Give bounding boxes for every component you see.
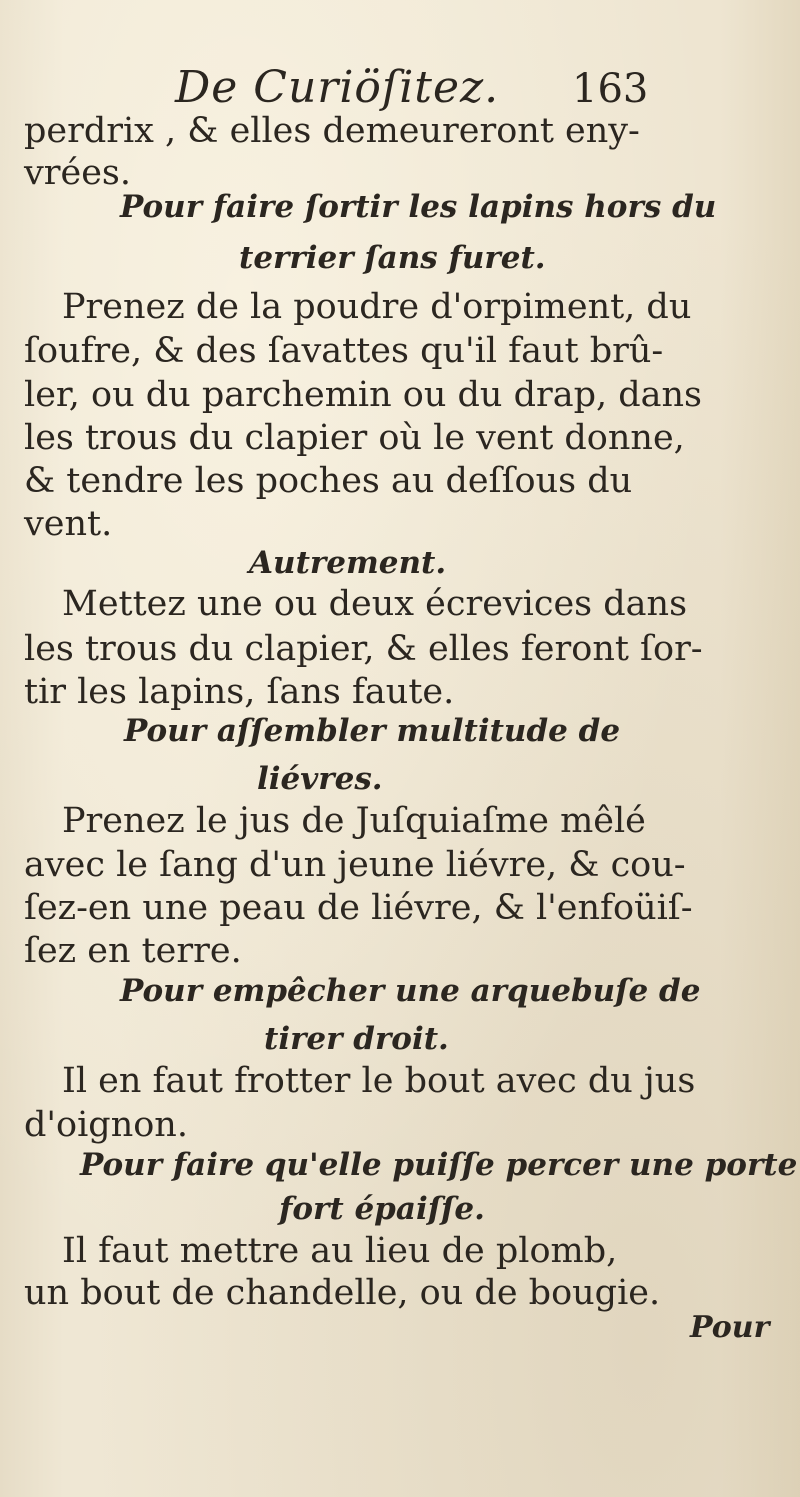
- text-line: Prenez le jus de Juſquiaſme mêlé: [62, 801, 646, 841]
- text-line: les trous du clapier, & elles feront ſor-: [24, 629, 703, 669]
- text-line: ſez-en une peau de liévre, & l'enfoüiſ-: [24, 888, 693, 928]
- text-line: Il faut mettre au lieu de plomb,: [62, 1231, 618, 1271]
- section-heading: Pour faire qu'elle puiſſe percer une porte: [80, 1147, 798, 1183]
- text-line: ſez en terre.: [24, 931, 242, 971]
- text-line: tir les lapins, ſans faute.: [24, 672, 455, 712]
- text-line: Prenez de la poudre d'orpiment, du: [62, 287, 692, 327]
- section-heading: terrier ſans furet.: [239, 240, 546, 276]
- section-heading: tirer droit.: [264, 1021, 449, 1057]
- text-line: les trous du clapier où le vent donne,: [24, 418, 685, 458]
- section-heading: liévres.: [257, 761, 383, 797]
- text-line: vent.: [24, 504, 113, 544]
- text-line: un bout de chandelle, ou de bougie.: [24, 1273, 661, 1313]
- text-line: perdrix , & elles demeureront eny-: [24, 111, 640, 151]
- catchword: Pour: [690, 1310, 770, 1345]
- section-heading: Pour empêcher une arquebuſe de: [120, 973, 701, 1009]
- section-heading: Pour aſſembler multitude de: [124, 713, 621, 749]
- text-line: ſoufre, & des ſavattes qu'il faut brû-: [24, 331, 664, 371]
- section-heading: fort épaiſſe.: [279, 1191, 485, 1227]
- text-line: vrées.: [24, 153, 132, 193]
- text-line: Mettez une ou deux écrevices dans: [62, 584, 688, 624]
- text-line: ler, ou du parchemin ou du drap, dans: [24, 375, 703, 415]
- text-line: d'oignon.: [24, 1105, 188, 1145]
- text-line: Il en faut frotter le bout avec du jus: [62, 1061, 696, 1101]
- text-line: & tendre les poches au deſſous du: [24, 461, 633, 501]
- text-line: avec le ſang d'un jeune liévre, & cou-: [24, 845, 686, 885]
- page-number: 163: [572, 66, 649, 112]
- section-heading: Autrement.: [249, 545, 447, 581]
- section-heading: Pour faire ſortir les lapins hors du: [120, 189, 717, 225]
- running-title: De Curiöſitez.: [175, 62, 500, 113]
